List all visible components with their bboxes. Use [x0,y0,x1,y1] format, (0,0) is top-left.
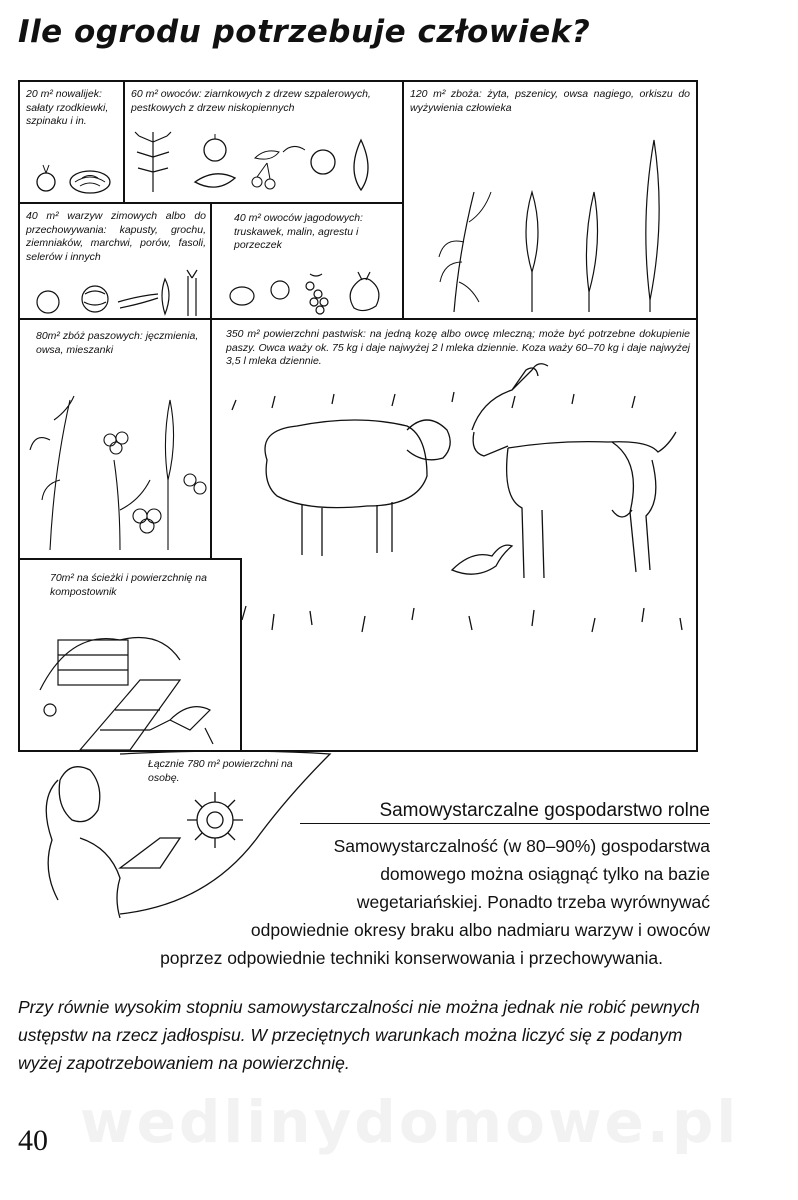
section-line-5: poprzez odpowiednie techniki konserwowania i przechowywania. [160,948,663,968]
vegetables-illustration [20,204,214,322]
cell-paszowe-caption: 80m² zbóż paszowych: jęczmienia, owsa, mieszanki [36,330,199,356]
grain-stalks-illustration [404,82,700,322]
cell-pastwisko [210,318,698,752]
cell-jagodowe [210,202,404,320]
cell-zboza-caption: 120 m² zboża: żyta, pszenicy, owsa nagiego, orkiszu do wyżywienia człowieka [410,88,690,114]
page-title: Ile ogrodu potrzebuje człowiek? [18,14,591,50]
page-number: 40 [18,1124,48,1157]
fruit-tree-illustration [125,82,406,206]
body-paragraph: Przy równie wysokim stopniu samowystarczalności nie można jednak nie robić pewnych ustępstw na rzecz jadłospisu. W przeciętnych warunkach można liczyć się z podanym wyżej zapotrzebowaniem na powierzchnię. [18,997,700,1073]
cell-pastwisko-caption: 350 m² powierzchni pastwisk: na jedną kozę albo owcę mleczną; może być potrzebne dokupienie paszy. Owca waży ok. 75 kg i daje najwyżej 2 l mleka dziennie. Koza waży 60–70 kg i daje najwyżej 3,5 l mleka dziennie. [226,328,690,367]
cell-sciezki [18,558,242,752]
radish-lettuce-illustration [20,82,127,206]
cell-nowalijki [18,80,125,204]
cell-paszowe [18,318,212,560]
section-line-2: domowego można osiągnąć tylko na bazie [380,864,710,884]
cell-owoce [123,80,404,204]
watermark: wedlinydomowe.pl [80,1088,740,1156]
section-line-1: Samowystarczalność (w 80–90%) gospodarstwa [333,836,710,856]
cell-warzywa-caption: 40 m² warzyw zimowych albo do przechowywania: kapusty, grochu, ziemniaków, marchwi, porów, fasoli, selerów i innych [26,210,206,263]
cell-jagodowe-caption: 40 m² owoców jagodowych: truskawek, malin, agrestu i porzeczek [234,212,363,251]
section-heading: Samowystarczalne gospodarstwo rolne [300,800,710,824]
cell-warzywa [18,202,212,320]
cell-owoce-caption: 60 m² owoców: ziarnkowych z drzew szpalerowych, pestkowych z drzew niskopiennych [131,88,371,114]
sheep-goat-illustration [212,320,700,754]
fodder-plants-illustration [20,320,214,562]
cell-nowalijki-caption: 20 m² nowalijek: sałaty rzodkiewki, szpinaku i in. [26,88,109,127]
cell-sciezki-caption: 70m² na ścieżki i powierzchnię na kompostownik [50,572,207,598]
cell-zboza [402,80,698,320]
berries-illustration [212,204,406,322]
section-line-4: odpowiednie okresy braku albo nadmiaru warzyw i owoców [250,920,710,940]
section-line-3: wegetariańskiej. Ponadto trzeba wyrównywać [356,892,710,912]
total-area-caption: Łącznie 780 m² powierzchni na osobę. [148,758,293,784]
compost-path-illustration [20,560,244,754]
